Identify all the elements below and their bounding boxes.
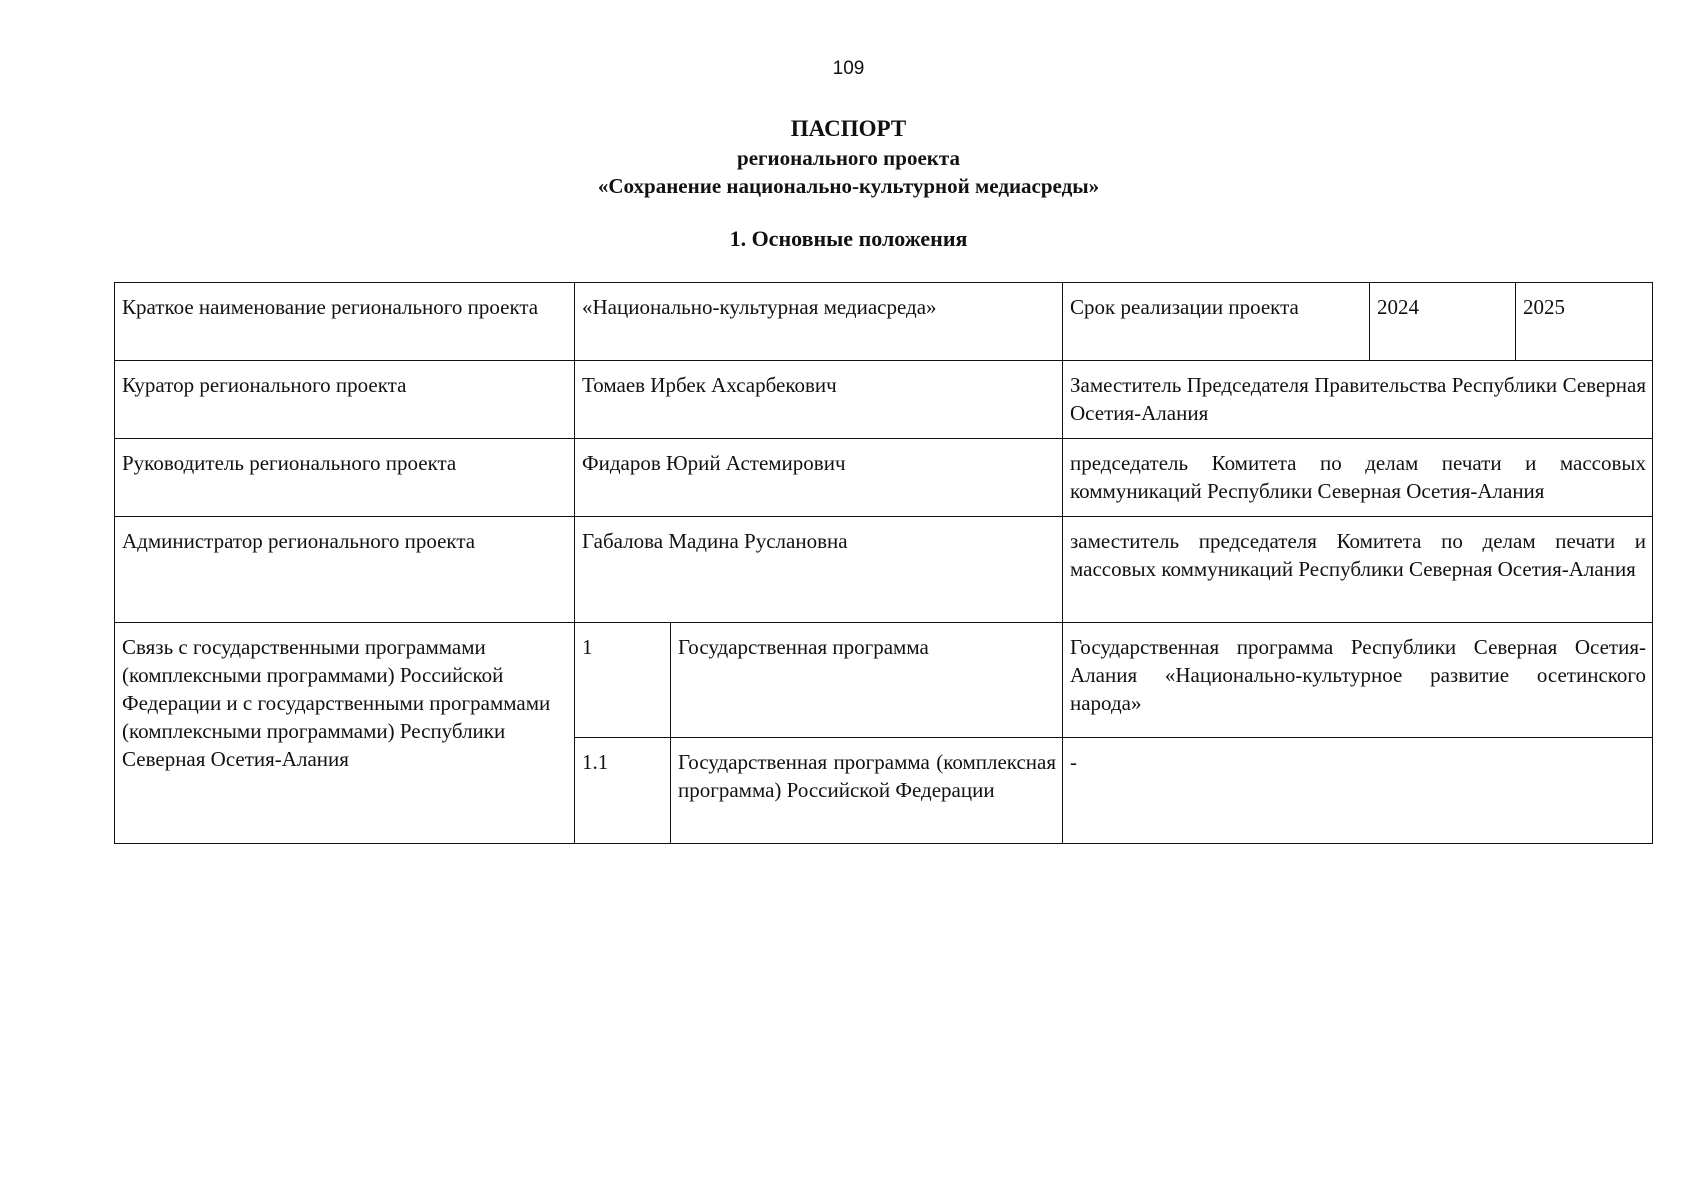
administrator-label: Администратор регионального проекта [115,517,575,623]
curator-name: Томаев Ирбек Ахсарбекович [575,361,1063,439]
administrator-position: заместитель председателя Комитета по делам печати и массовых коммуникаций Республики Северная Осетия-Алания [1063,517,1653,623]
document-subtitle-line1: регионального проекта [737,146,960,170]
page-number: 109 [832,58,865,79]
program-item-value: Государственная программа Республики Северная Осетия-Алания «Национально-культурное развитие осетинского народа» [1063,623,1653,738]
section-title: 1. Основные положения [729,226,968,251]
document-title: ПАСПОРТ [790,116,907,141]
term-end-year: 2025 [1516,283,1653,361]
program-item-number: 1.1 [575,738,671,844]
administrator-name: Габалова Мадина Руслановна [575,517,1063,623]
program-item-type: Государственная программа [671,623,1063,738]
curator-position: Заместитель Председателя Правительства Республики Северная Осетия-Алания [1063,361,1653,439]
head-position: председатель Комитета по делам печати и массовых коммуникаций Республики Северная Осетия-Алания [1063,439,1653,517]
table-row-administrator [115,517,1653,623]
table-row-short-name [115,283,1653,361]
curator-label: Куратор регионального проекта [115,361,575,439]
head-name: Фидаров Юрий Астемирович [575,439,1063,517]
table-row-program-link-1 [115,623,1653,738]
program-item-value: - [1063,738,1653,844]
table-row-curator [115,361,1653,439]
program-link-label: Связь с государственными программами (комплексными программами) Российской Федерации и с государственными программами (комплексными программами) Республики Северная Осетия-Алания [115,623,575,844]
short-name-label: Краткое наименование регионального проекта [115,283,575,361]
program-item-type: Государственная программа (комплексная программа) Российской Федерации [671,738,1063,844]
term-label: Срок реализации проекта [1063,283,1370,361]
term-start-year: 2024 [1370,283,1516,361]
short-name-value: «Национально-культурная медиасреда» [575,283,1063,361]
document-title-block [0,114,1697,200]
passport-table [114,282,1653,844]
program-item-number: 1 [575,623,671,738]
head-label: Руководитель регионального проекта [115,439,575,517]
table-row-head [115,439,1653,517]
document-subtitle-line2: «Сохранение национально-культурной медиасреды» [597,174,1100,198]
